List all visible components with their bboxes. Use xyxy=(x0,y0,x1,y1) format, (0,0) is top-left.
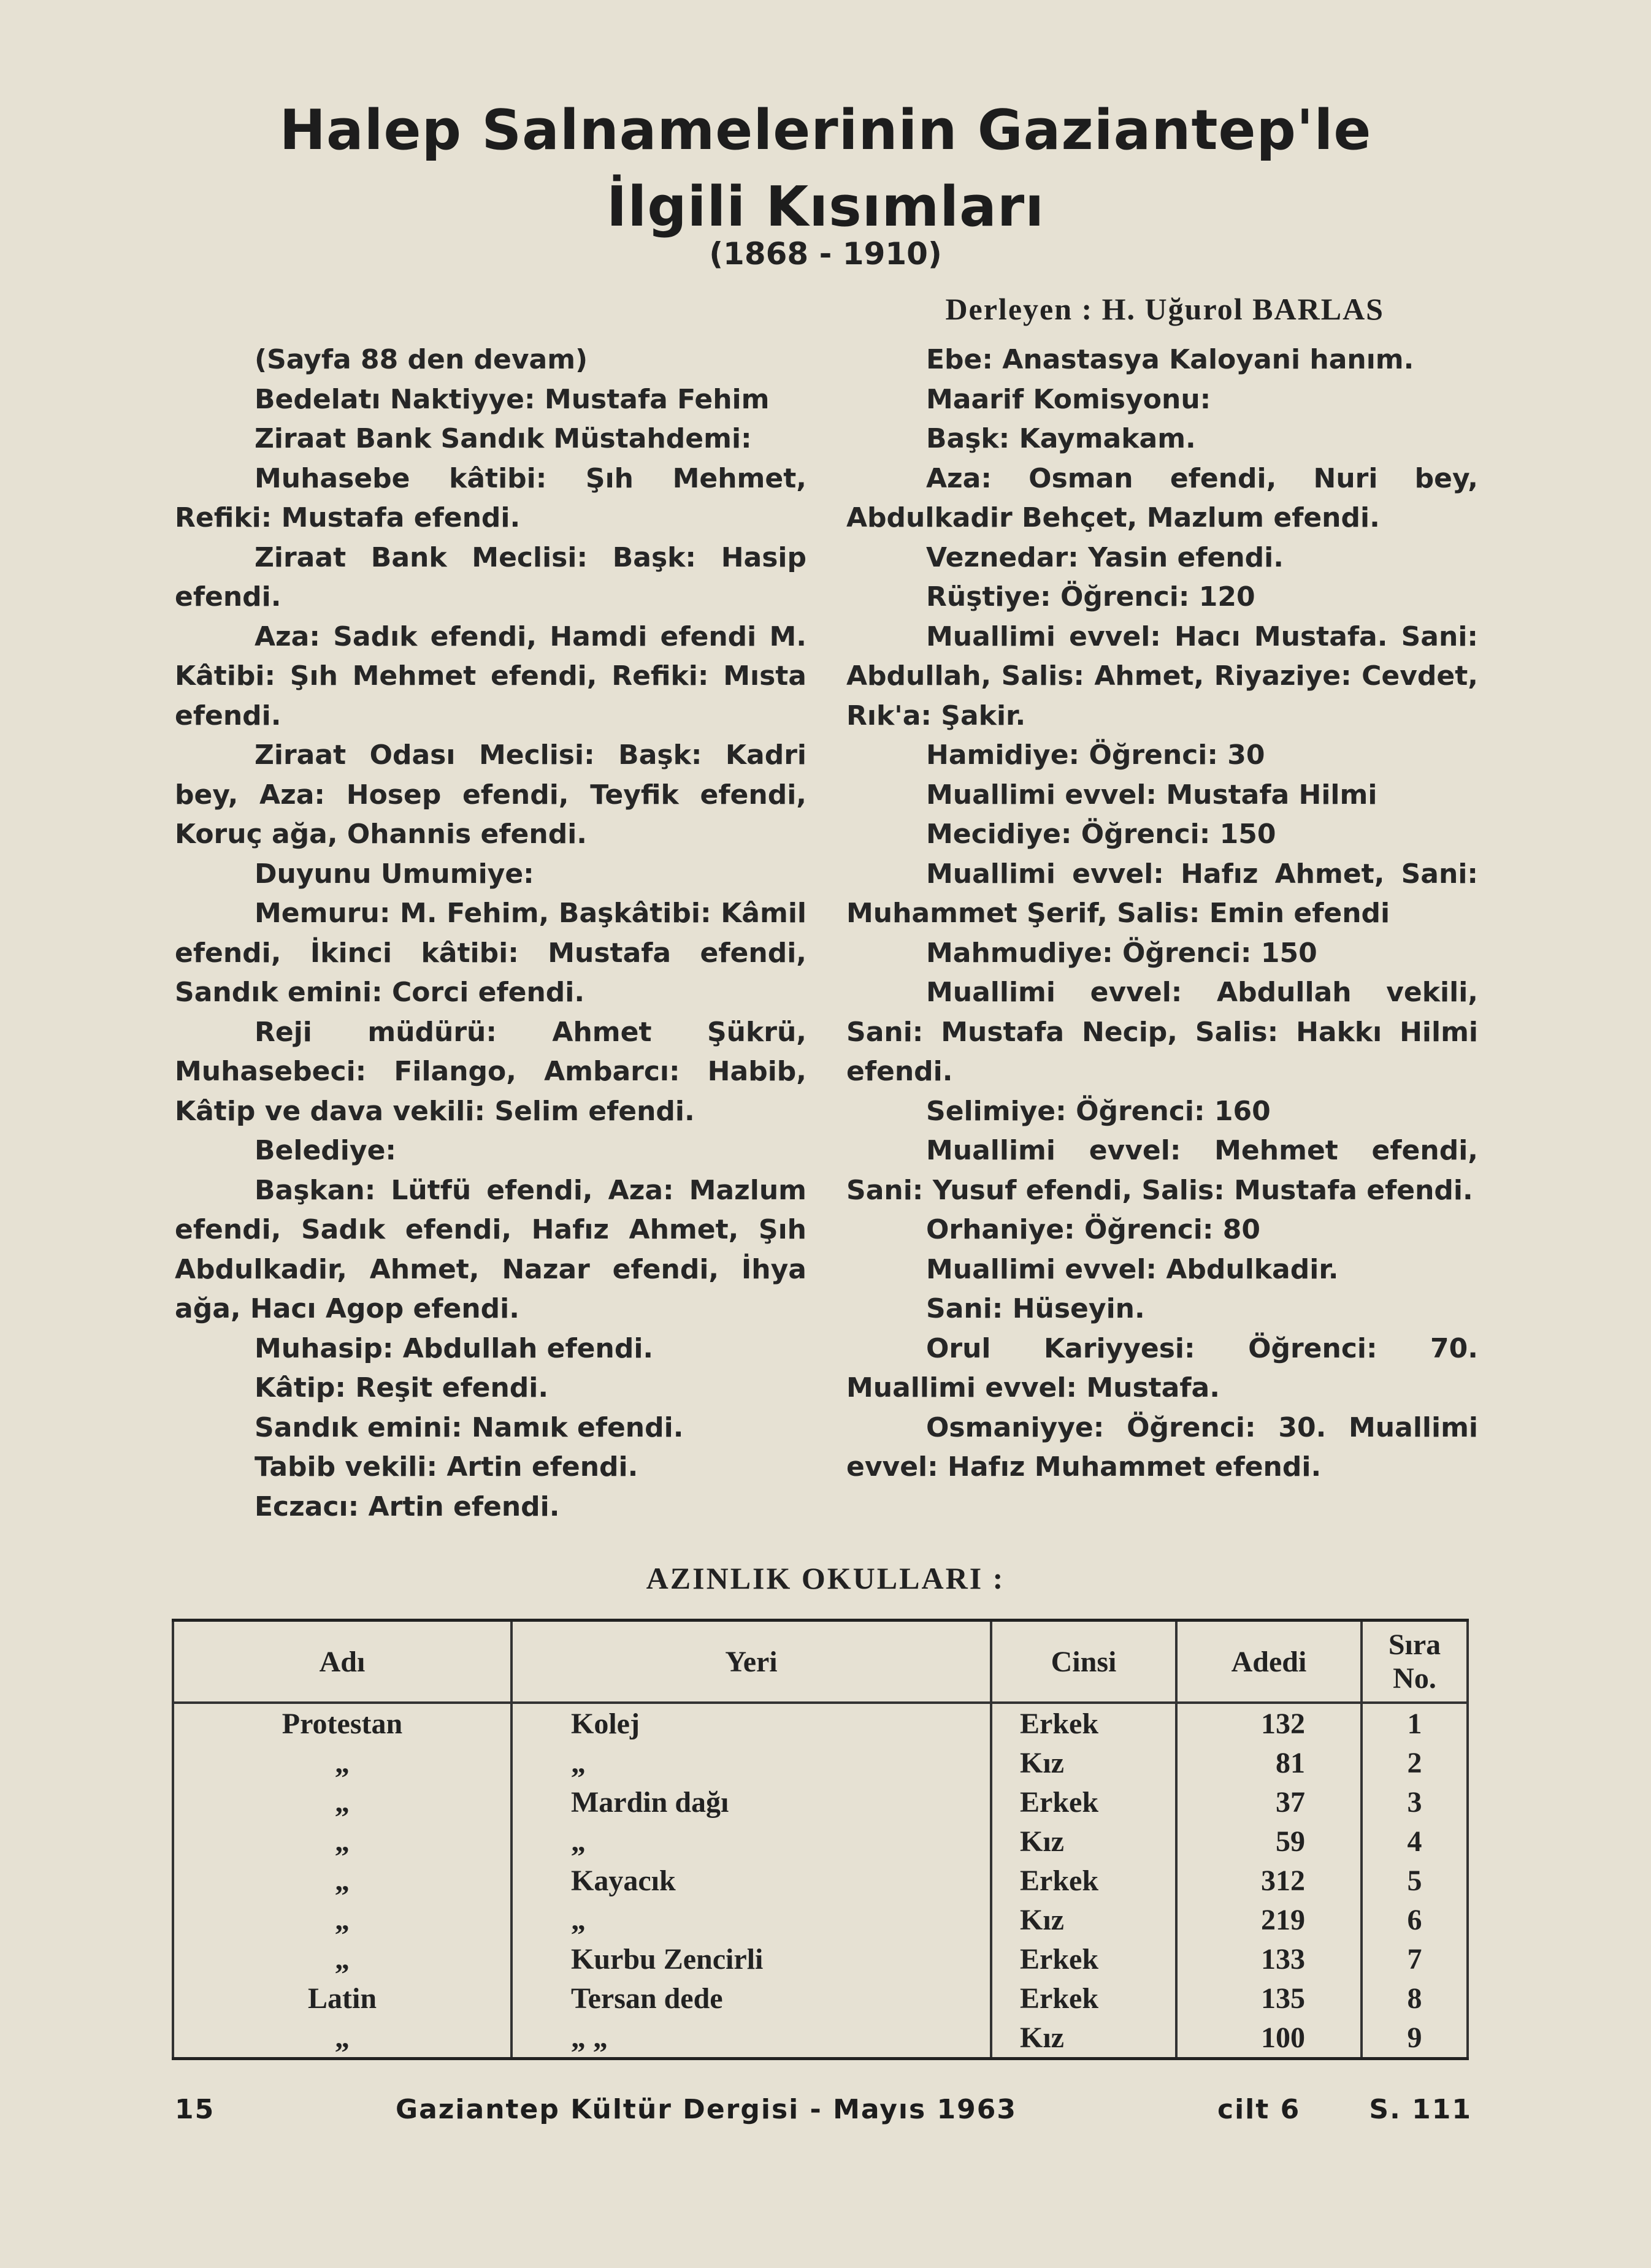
column-header-place: Yeri xyxy=(511,1621,991,1703)
cell-number: 5 xyxy=(1362,1861,1468,1900)
journal-name: Gaziantep Kültür Dergisi - Mayıs 1963 xyxy=(396,2094,1017,2125)
right-text-column xyxy=(846,340,1478,1487)
cell-number: 4 xyxy=(1362,1822,1468,1861)
cell-place: „ xyxy=(511,1743,991,1782)
cell-name: „ xyxy=(173,1782,511,1822)
cell-count: 81 xyxy=(1176,1743,1362,1782)
cell-gender: Erkek xyxy=(991,1703,1176,1743)
text-paragraph: Hamidiye: Öğrenci: 30 xyxy=(926,739,1265,771)
text-paragraph: Muallimi evvel: Hacı Mustafa. Sani: Abdullah, Salis: Ahmet, Riyaziye: Cevdet, Rık'a: Şakir. xyxy=(846,620,1478,731)
text-paragraph: Muallimi evvel: Mehmet efendi, Sani: Yusuf efendi, Salis: Mustafa efendi. xyxy=(846,1135,1478,1206)
table-row xyxy=(173,1743,1468,1782)
text-paragraph: Selimiye: Öğrenci: 160 xyxy=(926,1095,1271,1127)
cell-place: Kayacık xyxy=(511,1861,991,1900)
text-paragraph: Tabib vekili: Artin efendi. xyxy=(255,1451,638,1483)
cell-number: 3 xyxy=(1362,1782,1468,1822)
table-row xyxy=(173,1782,1468,1822)
text-paragraph: Muhasip: Abdullah efendi. xyxy=(255,1332,654,1364)
volume-label: cilt 6 xyxy=(1217,2094,1301,2125)
cell-number: 6 xyxy=(1362,1900,1468,1939)
cell-place: „ xyxy=(511,1822,991,1861)
left-text-column xyxy=(175,340,806,1527)
issue-label: S. 111 xyxy=(1369,2094,1472,2125)
table-row xyxy=(173,1979,1468,2018)
text-paragraph: Orhaniye: Öğrenci: 80 xyxy=(926,1214,1261,1245)
cell-name: Latin xyxy=(173,1979,511,2018)
table-row xyxy=(173,1939,1468,1979)
cell-gender: Erkek xyxy=(991,1979,1176,2018)
column-header-name: Adı xyxy=(173,1621,511,1703)
text-paragraph: Bedelatı Naktiyye: Mustafa Fehim xyxy=(255,383,770,415)
text-paragraph: Rüştiye: Öğrenci: 120 xyxy=(926,581,1255,613)
cell-name: „ xyxy=(173,1743,511,1782)
text-paragraph: Mahmudiye: Öğrenci: 150 xyxy=(926,937,1317,969)
table-row xyxy=(173,1822,1468,1861)
cell-gender: Kız xyxy=(991,2018,1176,2059)
table-row xyxy=(173,2018,1468,2059)
cell-number: 7 xyxy=(1362,1939,1468,1979)
text-paragraph: Eczacı: Artin efendi. xyxy=(255,1491,560,1522)
text-paragraph: Sani: Hüseyin. xyxy=(926,1293,1145,1324)
table-row xyxy=(173,1900,1468,1939)
cell-name: „ xyxy=(173,2018,511,2059)
text-paragraph: Reji müdürü: Ahmet Şükrü, Muhasebeci: Filango, Ambarcı: Habib, Kâtip ve dava vekili: Selim efendi. xyxy=(175,1016,806,1127)
text-paragraph: Sandık emini: Namık efendi. xyxy=(255,1411,684,1443)
text-paragraph: Ziraat Bank Meclisi: Başk: Hasip efendi. xyxy=(175,541,806,613)
cell-gender: Kız xyxy=(991,1822,1176,1861)
text-paragraph: Osmaniyye: Öğrenci: 30. Muallimi evvel: Hafız Muhammet efendi. xyxy=(846,1411,1478,1483)
cell-count: 132 xyxy=(1176,1703,1362,1743)
text-paragraph: (Sayfa 88 den devam) xyxy=(255,344,588,375)
title-line-1: Halep Salnamelerinin Gaziantep'le xyxy=(279,98,1372,162)
text-paragraph: Belediye: xyxy=(255,1135,396,1166)
table-header-row xyxy=(173,1621,1468,1703)
year-range: (1868 - 1910) xyxy=(709,236,942,272)
cell-count: 100 xyxy=(1176,2018,1362,2059)
cell-name: „ xyxy=(173,1939,511,1979)
cell-name: „ xyxy=(173,1900,511,1939)
text-paragraph: Kâtip: Reşit efendi. xyxy=(255,1372,549,1403)
text-paragraph: Aza: Sadık efendi, Hamdi efendi M. Kâtibi: Şıh Mehmet efendi, Refiki: Mısta efendi. xyxy=(175,620,806,731)
table-row xyxy=(173,1703,1468,1743)
title-line-2: İlgili Kısımları xyxy=(606,175,1045,239)
text-paragraph: Mecidiye: Öğrenci: 150 xyxy=(926,819,1276,850)
column-header-count: Adedi xyxy=(1176,1621,1362,1703)
text-paragraph: Ziraat Odası Meclisi: Başk: Kadri bey, Aza: Hosep efendi, Teyfik efendi, Koruç ağa, Ohannis efendi. xyxy=(175,739,806,850)
cell-place: „ xyxy=(511,1900,991,1939)
text-paragraph: Muallimi evvel: Abdullah vekili, Sani: Mustafa Necip, Salis: Hakkı Hilmi efendi. xyxy=(846,977,1478,1087)
text-paragraph: Maarif Komisyonu: xyxy=(926,383,1211,415)
text-paragraph: Muallimi evvel: Abdulkadir. xyxy=(926,1253,1339,1285)
cell-name: „ xyxy=(173,1861,511,1900)
text-paragraph: Duyunu Umumiye: xyxy=(255,858,534,890)
cell-number: 9 xyxy=(1362,2018,1468,2059)
text-paragraph: Muhasebe kâtibi: Şıh Mehmet, Refiki: Mustafa efendi. xyxy=(175,462,806,533)
text-paragraph: Başkan: Lütfü efendi, Aza: Mazlum efendi, Sadık efendi, Hafız Ahmet, Şıh Abdulkadir, Ahmet, Nazar efendi, İhya ağa, Hacı Agop efendi. xyxy=(175,1174,806,1324)
cell-name: Protestan xyxy=(173,1703,511,1743)
column-header-number: Sıra No. xyxy=(1362,1621,1468,1703)
text-paragraph: Başk: Kaymakam. xyxy=(926,423,1196,454)
text-paragraph: Muallimi evvel: Hafız Ahmet, Sani: Muhammet Şerif, Salis: Emin efendi xyxy=(846,858,1478,929)
cell-number: 8 xyxy=(1362,1979,1468,2018)
text-paragraph: Orul Kariyyesi: Öğrenci: 70. Muallimi evvel: Mustafa. xyxy=(846,1332,1478,1403)
cell-gender: Erkek xyxy=(991,1939,1176,1979)
cell-place: Kurbu Zencirli xyxy=(511,1939,991,1979)
cell-gender: Erkek xyxy=(991,1782,1176,1822)
text-paragraph: Veznedar: Yasin efendi. xyxy=(926,541,1284,573)
minority-schools-table xyxy=(172,1619,1469,2060)
column-header-gender: Cinsi xyxy=(991,1621,1176,1703)
cell-gender: Erkek xyxy=(991,1861,1176,1900)
cell-count: 135 xyxy=(1176,1979,1362,2018)
text-paragraph: Aza: Osman efendi, Nuri bey, Abdulkadir Behçet, Mazlum efendi. xyxy=(846,462,1478,533)
text-paragraph: Ziraat Bank Sandık Müstahdemi: xyxy=(255,423,752,454)
cell-place: Kolej xyxy=(511,1703,991,1743)
text-paragraph: Memuru: M. Fehim, Başkâtibi: Kâmil efendi, İkinci kâtibi: Mustafa efendi, Sandık emini: Corci efendi. xyxy=(175,898,806,1008)
cell-count: 219 xyxy=(1176,1900,1362,1939)
cell-place: Mardin dağı xyxy=(511,1782,991,1822)
text-paragraph: Muallimi evvel: Mustafa Hilmi xyxy=(926,779,1377,811)
page-footer xyxy=(175,2094,1472,2131)
cell-name: „ xyxy=(173,1822,511,1861)
cell-number: 2 xyxy=(1362,1743,1468,1782)
cell-gender: Kız xyxy=(991,1743,1176,1782)
cell-place: Tersan dede xyxy=(511,1979,991,2018)
text-paragraph: Ebe: Anastasya Kaloyani hanım. xyxy=(926,344,1414,375)
cell-count: 133 xyxy=(1176,1939,1362,1979)
page-number: 15 xyxy=(175,2094,215,2125)
cell-count: 59 xyxy=(1176,1822,1362,1861)
cell-count: 37 xyxy=(1176,1782,1362,1822)
cell-number: 1 xyxy=(1362,1703,1468,1743)
cell-place: „ „ xyxy=(511,2018,991,2059)
table-row xyxy=(173,1861,1468,1900)
cell-count: 312 xyxy=(1176,1861,1362,1900)
compiler-credit: Derleyen : H. Uğurol BARLAS xyxy=(945,292,1384,326)
cell-gender: Kız xyxy=(991,1900,1176,1939)
minority-schools-heading: AZINLIK OKULLARI : xyxy=(646,1561,1005,1595)
